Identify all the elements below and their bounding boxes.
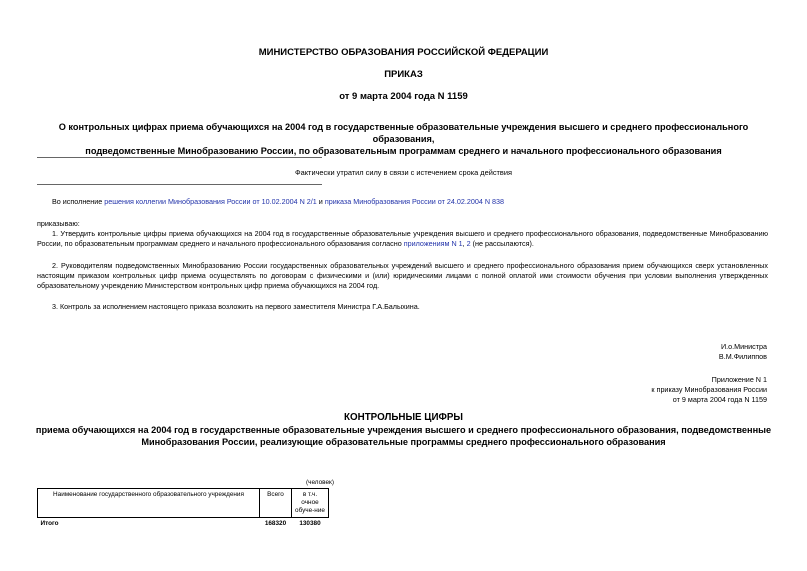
total-row-value: 168320 [264, 520, 287, 527]
appendix-ref-line3: от 9 марта 2004 года N 1159 [672, 395, 767, 404]
signature-block [719, 342, 767, 362]
signature-position: И.о.Министра [720, 342, 767, 351]
item-1-paragraph [37, 229, 768, 249]
header-institution-name: Наименование государственного образовательного учреждения [38, 489, 260, 518]
appendix-1-link[interactable]: приложениям N 1 [403, 239, 463, 248]
intro-paragraph [52, 197, 768, 207]
order-title-line2: подведомственные Минобразованию России, по образовательным программам среднего и начального профессионального образования [85, 146, 722, 156]
intro-prefix: Во исполнение [52, 197, 105, 206]
table-row [38, 518, 329, 530]
ministry-heading: МИНИСТЕРСТВО ОБРАЗОВАНИЯ РОССИЙСКОЙ ФЕДЕРАЦИИ [258, 47, 549, 58]
item-3-paragraph: 3. Контроль за исполнением настоящего приказа возложить на первого заместителя Министра Г.А.Балыхина. [52, 302, 420, 311]
ministry-order-link[interactable]: приказа Минобразования России от 24.02.2004 N 838 [324, 197, 505, 206]
appendix-title-line3: Минобразования России, реализующие образовательные программы среднего профессионального образования [141, 437, 666, 447]
prikazyvayu-line: приказываю: [37, 219, 80, 228]
item-1-suffix: (не рассылаются). [470, 239, 534, 248]
total-row-label: Итого [40, 520, 59, 527]
order-title [30, 121, 777, 157]
fulltime-row-value: 130380 [299, 520, 321, 527]
order-date: от 9 марта 2004 года N 1159 [339, 91, 468, 102]
intro-middle: и [316, 197, 325, 206]
table-header-row [38, 489, 329, 518]
doc-type-heading: ПРИКАЗ [384, 69, 423, 80]
table-unit: (человек) [306, 479, 334, 486]
header-fulltime: в т.ч. очное обуче-ние [292, 489, 329, 518]
appendix-title-line1: КОНТРОЛЬНЫЕ ЦИФРЫ [344, 412, 463, 423]
appendix-title [30, 412, 777, 448]
header-total: Всего [260, 489, 292, 518]
divider-bottom [37, 184, 322, 185]
control-figures-table [37, 488, 329, 529]
item-1-sep: , [462, 239, 467, 248]
appendix-2-link[interactable]: 2 [466, 239, 471, 248]
appendix-title-line2: приема обучающихся на 2004 год в государственные образовательные учреждения высшего и среднего профессионального образования, подведомственные [35, 425, 772, 435]
appendix-ref-line1: Приложение N 1 [711, 375, 767, 384]
item-1-text: 1. Утвердить контрольные цифры приема обучающихся на 2004 год в государственные образовательные учреждения высшего и среднего профессионального образования, подведомственные Минобразованию России, по образовательным программам среднего и начального профессионального образования согласно [37, 229, 768, 248]
collegium-decision-link[interactable]: решения коллегии Минобразования России от 10.02.2004 N 2/1 [104, 197, 317, 206]
appendix-reference [651, 375, 767, 405]
item-2-paragraph: 2. Руководителям подведомственных Минобразованию России государственных образовательных учреждений высшего и среднего профессионального образования прием обучающихся сверх установленных настоящим приказом контрольных цифр приема осуществлять по договорам с физическими и (или) юридическими лицами с полной оплатой ими стоимости обучения при условии выполнения утвержденных образовательному учреждению Министерством контрольных цифр приема обучающихся на 2004 год. [37, 261, 768, 290]
signature-name: В.М.Филиппов [718, 352, 767, 361]
order-title-line1: О контрольных цифрах приема обучающихся на 2004 год в государственные образовательные учреждения высшего и среднего профессионального образования, [58, 122, 749, 144]
status-note: Фактически утратил силу в связи с истечением срока действия [295, 168, 512, 177]
divider-top [37, 157, 322, 158]
appendix-ref-line2: к приказу Минобразования России [651, 385, 767, 394]
